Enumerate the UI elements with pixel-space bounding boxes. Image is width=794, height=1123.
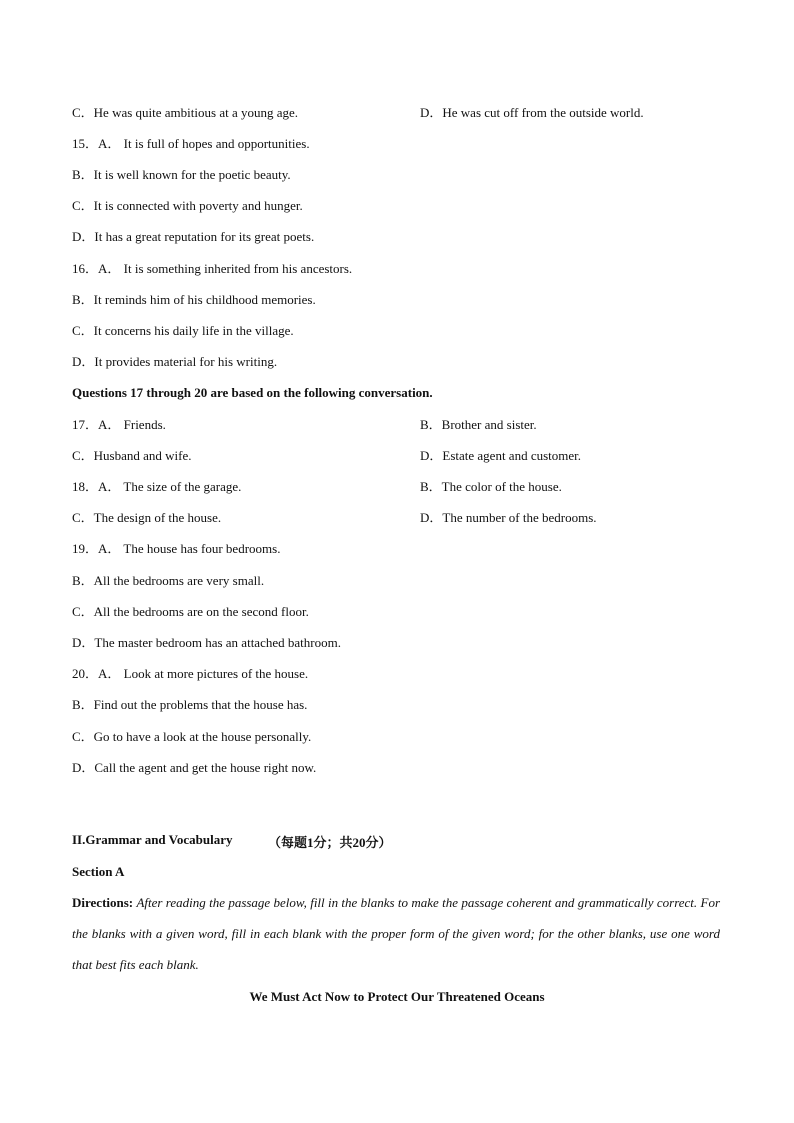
q14-option-d: D．He was cut off from the outside world. [420,105,644,120]
section-score: （每题1分；共20分） [268,835,392,850]
section-a-label: Section A [72,864,125,879]
q17-option-a: 17．A． Friends. [72,417,166,432]
q16-option-b: B．It reminds him of his childhood memories. [72,292,316,307]
q18-row-1 [72,479,562,495]
q18-option-a: 18．A． The size of the garage. [72,479,242,494]
q18-option-b: B．The color of the house. [420,479,562,494]
q20-option-c: C．Go to have a look at the house personally. [72,729,312,744]
q18-option-d: D．The number of the bedrooms. [420,510,597,525]
q15-option-d: D．It has a great reputation for its great poets. [72,229,315,244]
q16-option-d: D．It provides material for his writing. [72,354,278,369]
q18-option-c: C．The design of the house. [72,510,222,525]
q20-option-a: 20．A． Look at more pictures of the house. [72,666,309,681]
q20-option-b: B．Find out the problems that the house has. [72,697,308,712]
q20-option-d: D．Call the agent and get the house right now. [72,760,317,775]
q17-row-2 [72,448,582,464]
q15-option-b: B．It is well known for the poetic beauty. [72,167,291,182]
directions-paragraph [72,887,720,980]
section-title: II.Grammar and Vocabulary [72,832,233,847]
passage-title: We Must Act Now to Protect Our Threatened Oceans [249,989,545,1004]
q16-option-c: C．It concerns his daily life in the village. [72,323,294,338]
directions-label: Directions: [72,895,134,910]
q14-option-row [72,105,644,121]
q17-option-c: C．Husband and wife. [72,448,192,463]
q19-option-a: 19．A． The house has four bedrooms. [72,541,281,556]
q19-option-d: D．The master bedroom has an attached bathroom. [72,635,341,650]
q19-option-c: C．All the bedrooms are on the second floor. [72,604,309,619]
directions-text: After reading the passage below, fill in the blanks to make the passage coherent and grammatically correct. For the blanks with a given word, fill in each blank with the proper form of the given word; for the other blanks, use one word that best fits each blank. [72,895,721,972]
q16-option-a: 16．A． It is something inherited from his ancestors. [72,261,353,276]
q14-option-c: C．He was quite ambitious at a young age. [72,105,299,120]
q17-option-b: B．Brother and sister. [420,417,537,432]
q19-option-b: B．All the bedrooms are very small. [72,573,265,588]
q17-row-1 [72,417,537,433]
q15-option-c: C．It is connected with poverty and hunger. [72,198,303,213]
q15-option-a: 15．A． It is full of hopes and opportunities. [72,136,310,151]
conversation-heading: Questions 17 through 20 are based on the following conversation. [72,385,433,400]
q17-option-d: D．Estate agent and customer. [420,448,582,463]
q18-row-2 [72,510,597,526]
